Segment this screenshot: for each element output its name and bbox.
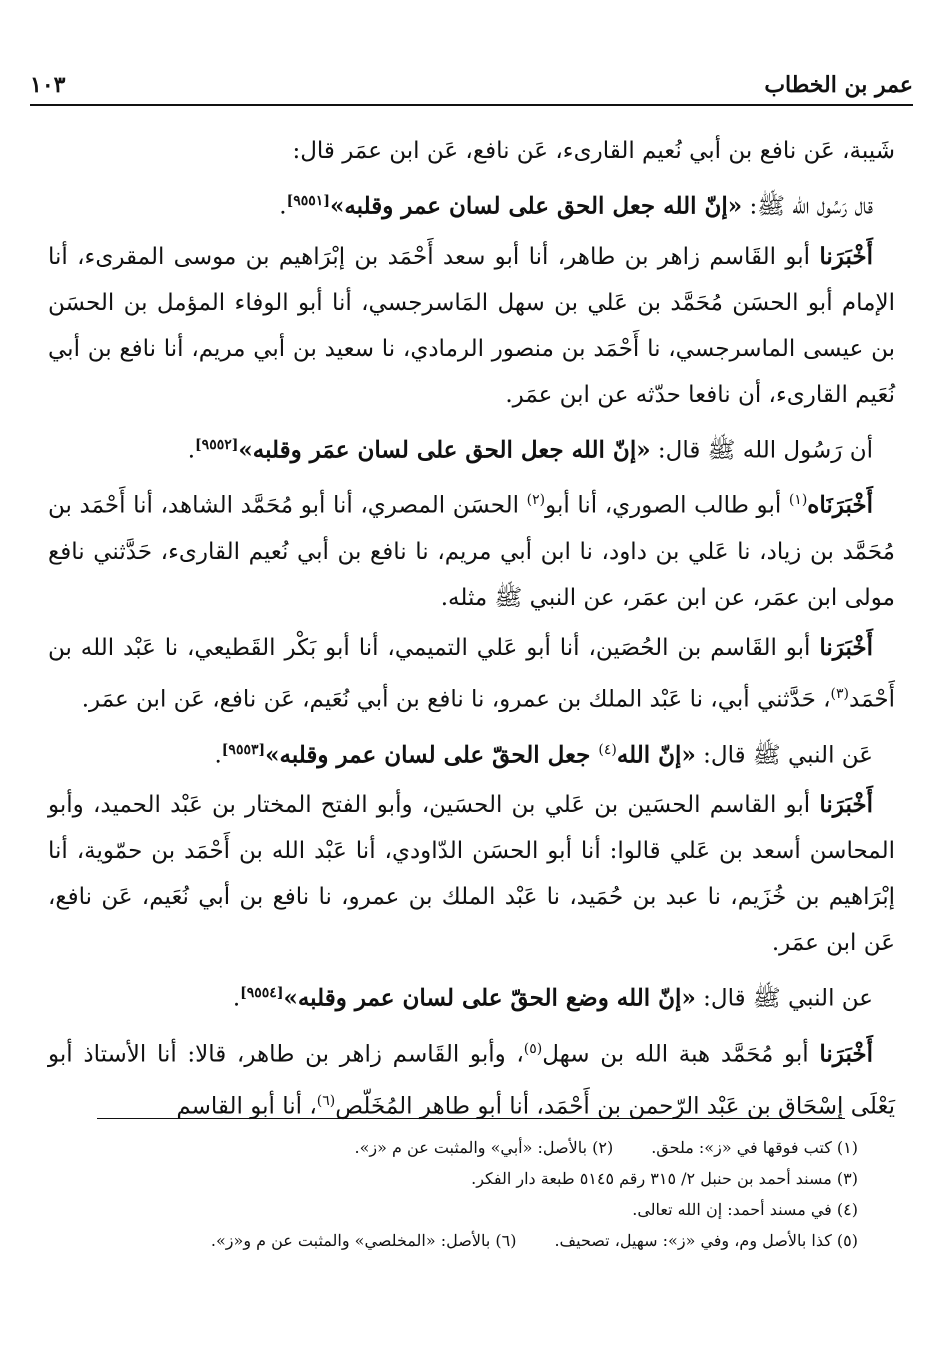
footnote-marker: (٦) — [316, 1092, 336, 1109]
footnote-marker: (٢) — [526, 492, 546, 509]
main-text — [48, 128, 895, 1133]
hadith-paragraph — [48, 422, 895, 474]
footnote: (٥) كذا بالأصل وم، وفي «ز»: سهيل، تصحيف. — [554, 1231, 858, 1250]
hadith-number: [٩٥٥٤] — [240, 985, 284, 1002]
hadith-text: جعل الحقّ على لسان عمر وقلبه» — [265, 741, 599, 769]
hadith-number: [٩٥٥١] — [286, 193, 330, 209]
akhbarana-lead: أَخْبَرَنا — [819, 1040, 873, 1068]
isnad-text: ، وأبو القَاسم زاهر بن طاهر، قالا: أنا الأستاذ أبو يَعْلَى إسْحَاق بن عَبْد الرّحمن بن أَحْمَد، أنا أبو طاهر المُخَلّص — [48, 1041, 895, 1120]
hadith-paragraph — [48, 178, 895, 230]
isnad-paragraph — [48, 477, 895, 621]
hadith-intro: قال رَسُول الله ﷺ: — [742, 193, 873, 220]
isnad-text: ، أنا أبو القاسم — [176, 1093, 317, 1120]
hadith-text: «إنّ الله جعل الحق على لسان عمَر وقلبه» — [238, 436, 651, 464]
footnote-marker: (٤) — [598, 741, 617, 758]
isnad-text: الحسَن المصري، أنا أبو مُحَمَّد الشاهد، أنا أَحْمَد بن مُحَمَّد بن زياد، نا عَلي بن داود، نا ابن أبي مريم، نا نافع بن أبي نُعيم القارىء، حَدَّثني نافع مولى ابن عمَر، عن ابن عمَر، عن النبي ﷺ مثله. — [48, 492, 895, 611]
paragraph — [48, 128, 895, 174]
footnote: (٣) مسند أحمد بن حنبل ٢/ ٣١٥ رقم ٥١٤٥ طبعة دار الفكر. — [471, 1169, 858, 1188]
hadith-text: «إنّ الله وضع الحقّ على لسان عمر وقلبه» — [283, 984, 696, 1012]
page-number: ١٠٣ — [30, 72, 66, 98]
footnote: (٦) بالأصل: «المخلصي» والمثبت عن م و«ز». — [210, 1231, 517, 1250]
akhbarana-lead: أَخْبَرَنا — [819, 791, 873, 819]
isnad-paragraph — [48, 1026, 895, 1129]
footnote-row — [60, 1194, 858, 1225]
isnad-text: أبو القَاسم زاهر بن طاهر، أنا أبو سعد أَحْمَد بن إبْرَاهيم بن موسى المقرىء، أنا الإمام أبو الحسَن مُحَمَّد بن عَلي بن سهل المَاسرجسي، أنا أبو الوفاء المؤمل بن الحسَن بن عيسى الماسرجسي، نا أَحْمَد بن منصور الرمادي، نا سعيد بن أبي مريم، أنا نافع بن أبي نُعَيم القارىء، أن نافعا حدّثه عن ابن عمَر. — [48, 243, 895, 408]
isnad-text: ، حَدَّثني أبي، نا عَبْد الملك بن عمرو، نا نافع بن أبي نُعَيم، عَن نافع، عَن ابن عمَر. — [81, 686, 831, 713]
period: . — [187, 437, 196, 464]
hadith-intro: عن النبي ﷺ قال: — [695, 985, 873, 1012]
akhbarana-lead: أَخْبَرَنَاه — [807, 491, 873, 519]
hadith-paragraph — [48, 727, 895, 779]
period: . — [232, 985, 241, 1012]
footnote-marker: (٣) — [830, 685, 850, 702]
page-header — [30, 58, 913, 106]
isnad-paragraph — [48, 782, 895, 966]
hadith-text: «إنّ الله جعل الحق على لسان عمر وقلبه» — [329, 192, 743, 220]
footnotes — [60, 1132, 858, 1256]
period: . — [279, 193, 287, 220]
akhbarana-lead: أَخْبَرَنا — [819, 242, 873, 270]
hadith-text: «إنّ الله — [616, 741, 696, 769]
footnote: (١) كتب فوقها في «ز»: ملحق. — [651, 1138, 858, 1157]
hadith-number: [٩٥٥٣] — [221, 741, 266, 758]
akhbarana-lead: أَخْبَرَنا — [819, 633, 873, 661]
hadith-number: [٩٥٥٢] — [195, 436, 239, 453]
isnad-paragraph — [48, 625, 895, 723]
isnad-text: أبو القاسم الحسَين بن عَلي بن الحسَين، وأبو الفتح المختار بن عَبْد الحميد، وأبو المحاسن أسعد بن عَلي قالوا: أنا أبو الحسَن الدّاودي، أنا عَبْد الله بن أَحْمَد بن حمّوية، أنا إبْرَاهيم بن خُزَيم، نا عبد بن حُمَيد، نا عَبْد الملك بن عمرو، نا نافع بن أبي نُعَيم، عَن نافع، عَن ابن عمَر. — [48, 792, 895, 957]
isnad-text: أبو مُحَمَّد هبة الله بن سهل — [542, 1041, 820, 1068]
hadith-intro: أن رَسُول الله ﷺ قال: — [650, 437, 873, 464]
footnote-row — [60, 1163, 858, 1194]
footnote-marker: (١) — [788, 492, 808, 509]
hadith-paragraph — [48, 970, 895, 1022]
footnote-row — [60, 1132, 858, 1163]
running-title: عمر بن الخطاب — [764, 72, 913, 98]
footnote-marker: (٥) — [523, 1040, 543, 1057]
footnote-row — [60, 1225, 858, 1256]
isnad-text: أبو طالب الصوري، أنا أبو — [545, 492, 789, 519]
hadith-intro: عَن النبي ﷺ قال: — [695, 742, 873, 769]
footnote: (٤) في مسند أحمد: إن الله تعالى. — [632, 1200, 858, 1219]
period: . — [214, 742, 222, 769]
isnad-text: أبو القَاسم بن الحُصَين، أنا أبو عَلي التميمي، أنا أبو بَكْر القَطيعي، نا عَبْد الله بن أَحْمَد — [48, 634, 895, 713]
paragraph-text: شَيبة، عَن نافع بن أبي نُعيم القارىء، عَن نافع، عَن ابن عمَر قال: — [292, 138, 895, 164]
isnad-paragraph — [48, 234, 895, 418]
footnote-separator — [97, 1118, 845, 1119]
footnote: (٢) بالأصل: «أبي» والمثبت عن م «ز». — [354, 1138, 614, 1157]
